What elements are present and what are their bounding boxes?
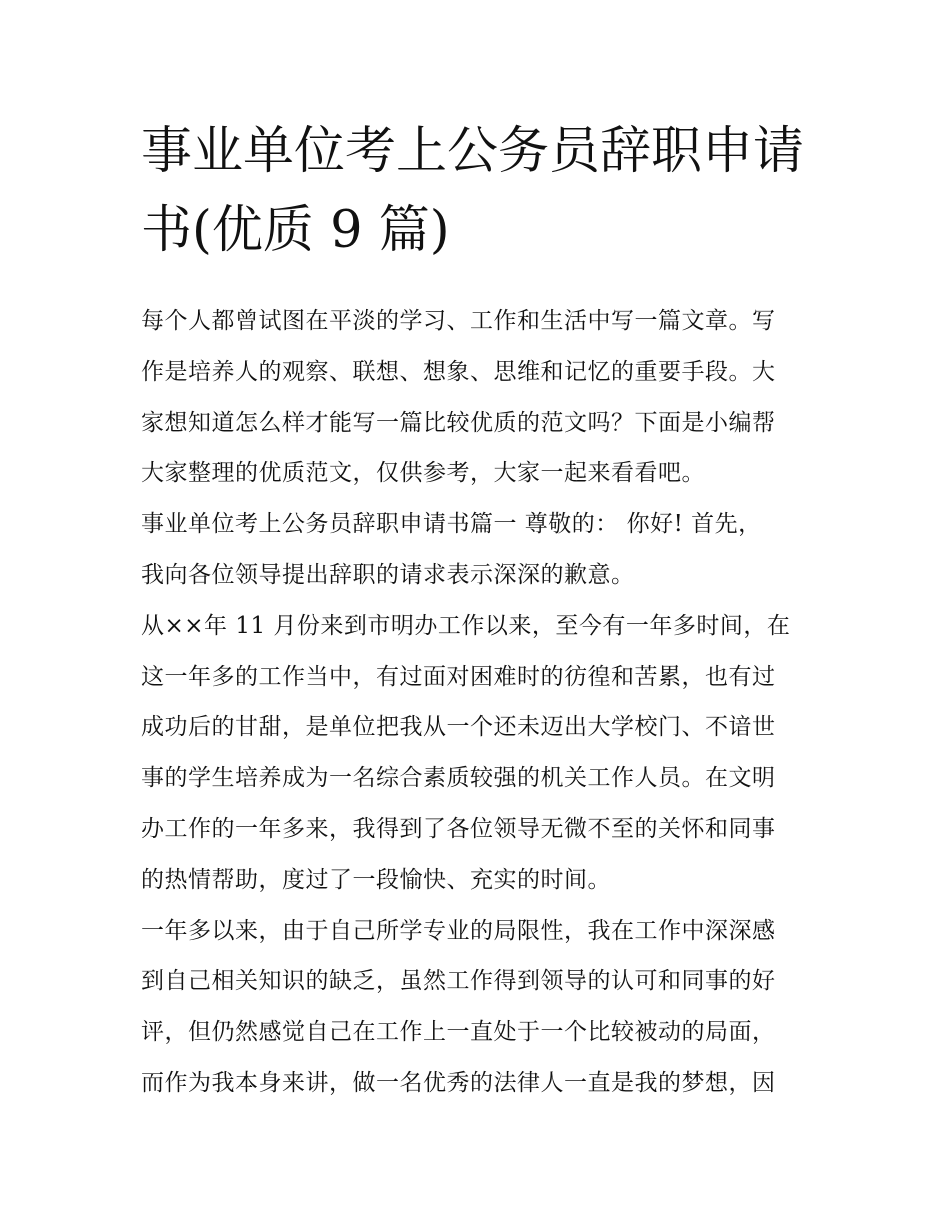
paragraph-intro xyxy=(141,296,811,499)
text-line: 事的学生培养成为一名综合素质较强的机关工作人员。在文明 xyxy=(141,765,776,792)
text-line: 从××年 11 月份来到市明办工作以来，至今有一年多时间，在 xyxy=(141,612,791,639)
document-title xyxy=(141,112,811,270)
text-line: 而作为我本身来讲，做一名优秀的法律人一直是我的梦想，因 xyxy=(141,1069,776,1096)
paragraph-work-history xyxy=(141,601,811,906)
paragraph-reason xyxy=(141,906,811,1109)
text-line: 大家整理的优质范文，仅供参考，大家一起来看看吧。 xyxy=(141,460,705,487)
text-line: 家想知道怎么样才能写一篇比较优质的范文吗？下面是小编帮 xyxy=(141,409,776,436)
document-body xyxy=(141,296,811,1109)
text-line: 成功后的甘甜，是单位把我从一个还未迈出大学校门、不谙世 xyxy=(141,714,776,741)
text-line: 事业单位考上公务员辞职申请书篇一 尊敬的： 你好! 首先， xyxy=(141,511,762,538)
text-line: 一年多以来，由于自己所学专业的局限性，我在工作中深深感 xyxy=(141,917,776,944)
title-line: 书(优质 9 篇) xyxy=(141,201,450,260)
text-line: 每个人都曾试图在平淡的学习、工作和生活中写一篇文章。写 xyxy=(141,308,776,334)
paragraph-greeting xyxy=(141,499,811,601)
text-line: 作是培养人的观察、联想、想象、思维和记忆的重要手段。大 xyxy=(141,358,776,385)
text-line: 这一年多的工作当中，有过面对困难时的彷徨和苦累，也有过 xyxy=(141,663,776,690)
text-line: 的热情帮助，度过了一段愉快、充实的时间。 xyxy=(141,866,611,893)
title-line: 事业单位考上公务员辞职申请 xyxy=(141,122,805,181)
document-content xyxy=(141,112,811,1109)
text-line: 评，但仍然感觉自己在工作上一直处于一个比较被动的局面， xyxy=(141,1019,776,1046)
text-line: 到自己相关知识的缺乏，虽然工作得到领导的认可和同事的好 xyxy=(141,968,776,995)
text-line: 办工作的一年多来，我得到了各位领导无微不至的关怀和同事 xyxy=(141,815,776,842)
text-line: 我向各位领导提出辞职的请求表示深深的歉意。 xyxy=(141,561,635,588)
